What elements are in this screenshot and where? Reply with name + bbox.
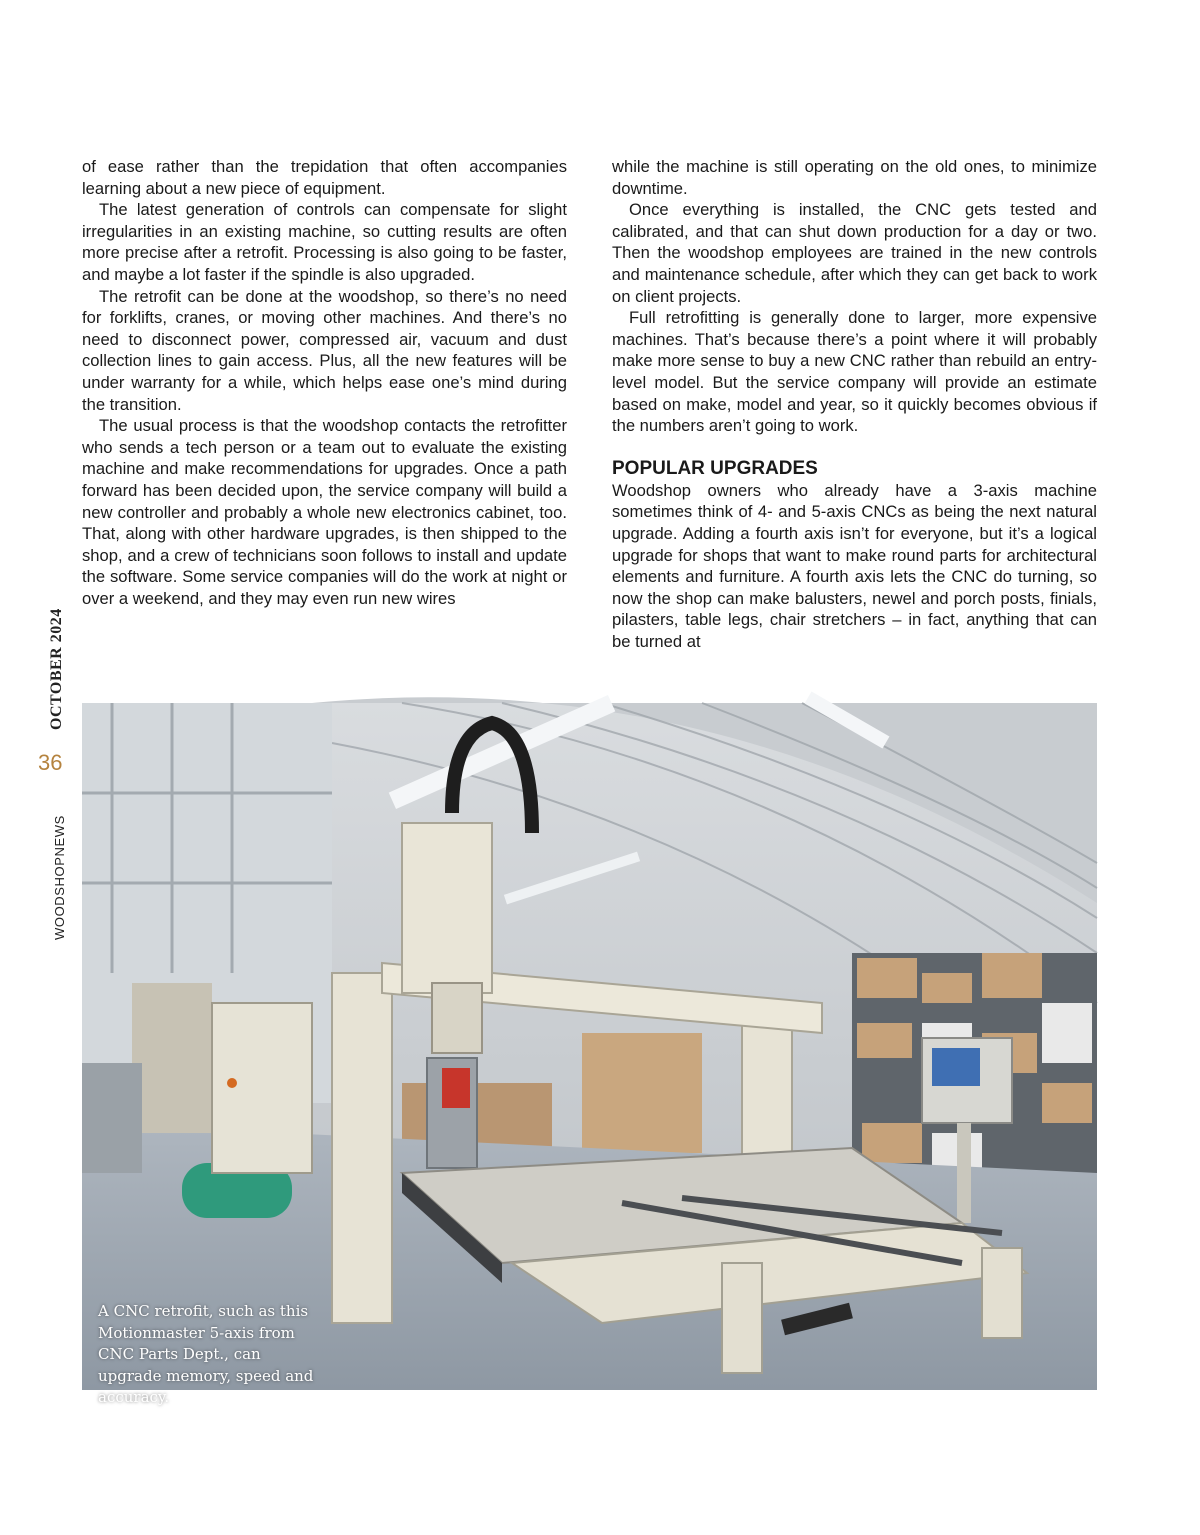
photo-caption: A CNC retrofit, such as this Motionmaster 5-axis from CNC Parts Dept., can upgrade memory, speed and accuracy. <box>98 1302 314 1406</box>
paragraph: The usual process is that the woodshop contacts the retrofitter who sends a tech person or a team out to evaluate the existing machine and make recommendations for upgrades. Once a path forward has been decided upon, the service company will build a new controller and probably a whole new electronics cabinet, too. That, along with other hardware upgrades, is then shipped to the shop, and a crew of technicians soon follows to install and update the software. Some service companies will do the work at night or over a weekend, and they may even run new wires <box>82 416 567 608</box>
issue-date: OCTOBER 2024 <box>48 608 65 730</box>
article-column-left <box>82 156 567 609</box>
paragraph: of ease rather than the trepidation that often accompanies learning about a new piece of equipment. <box>82 157 567 198</box>
section-heading: POPULAR UPGRADES <box>612 457 818 479</box>
article-column-right <box>612 156 1097 652</box>
paragraph: Once everything is installed, the CNC gets tested and calibrated, and that can shut down production for a day or two. Then the woodshop employees are trained in the new controls and maintenance schedule, after which they can get back to work on client projects. <box>612 200 1097 306</box>
photo-illustration <box>82 703 1097 1390</box>
page-number: 36 <box>38 750 63 775</box>
paragraph: Full retrofitting is generally done to larger, more expensive machines. That’s because there’s a point where it will probably make more sense to buy a new CNC rather than rebuild an entry-level model. But the service company will provide an estimate based on make, model and year, so it quickly becomes obvious if the numbers aren’t going to work. <box>612 308 1097 436</box>
paragraph: The latest generation of controls can compensate for slight irregularities in an existing machine, so cutting results are often more precise after a retrofit. Processing is also going to be faster, and maybe a lot faster if the spindle is also upgraded. <box>82 200 567 284</box>
publication-name: WOODSHOPNEWS <box>52 815 67 940</box>
paragraph: The retrofit can be done at the woodshop, so there’s no need for forklifts, cranes, or moving other machines. And there’s no need to disconnect power, compressed air, vacuum and dust collection lines to gain access. Plus, all the new features will be under warranty for a while, which helps ease one’s mind during the transition. <box>82 286 567 414</box>
paragraph: Woodshop owners who already have a 3-axis machine sometimes think of 4- and 5-axis CNCs as being the next natural upgrade. Adding a fourth axis isn’t for everyone, but it’s a logical upgrade for shops that want to make round parts for architectural elements and furniture. A fourth axis lets the CNC do turning, so now the shop can make balusters, newel and porch posts, finials, pilasters, table legs, chair stretchers – in fact, anything that can be turned at <box>612 480 1097 651</box>
paragraph: while the machine is still operating on the old ones, to minimize downtime. <box>612 157 1097 198</box>
cnc-machine-photo <box>82 703 1097 1406</box>
